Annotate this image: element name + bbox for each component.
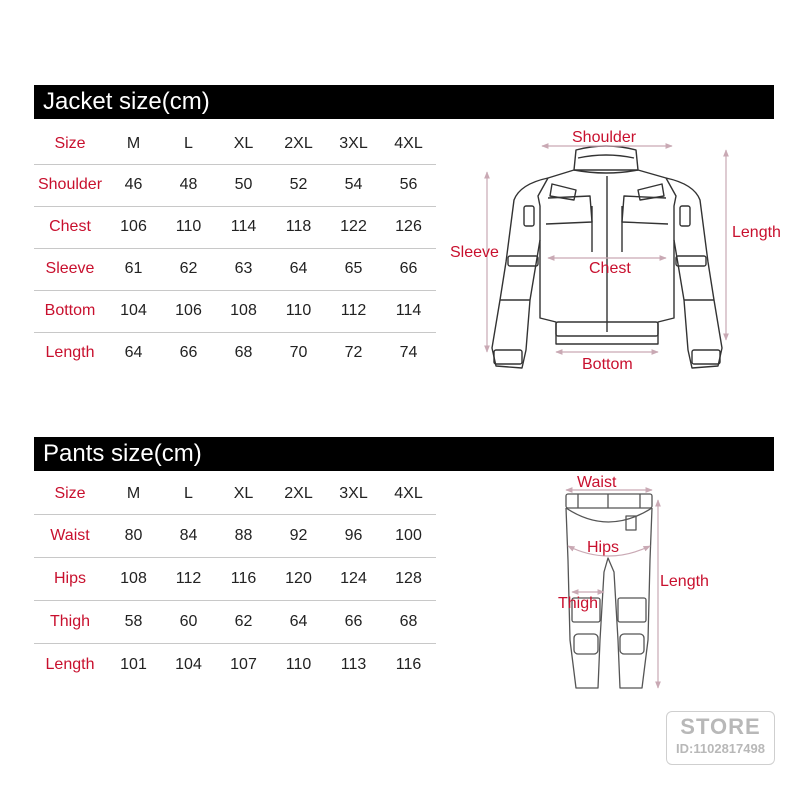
table-cell: 110 bbox=[161, 206, 216, 248]
store-watermark-title: STORE bbox=[680, 714, 761, 739]
store-watermark bbox=[666, 711, 775, 765]
table-cell: 112 bbox=[326, 290, 381, 332]
pants-size-title: Pants size(cm) bbox=[34, 437, 774, 471]
size-header-label: Size bbox=[34, 124, 106, 164]
table-cell: 106 bbox=[161, 290, 216, 332]
table-cell: 52 bbox=[271, 164, 326, 206]
sleeve-label: Sleeve bbox=[450, 244, 499, 261]
shoulder-label: Shoulder bbox=[572, 129, 637, 146]
table-cell: 66 bbox=[326, 600, 381, 643]
table-cell: 56 bbox=[381, 164, 436, 206]
table-cell: 128 bbox=[381, 557, 436, 600]
size-header-label: Size bbox=[34, 474, 106, 514]
table-cell: 74 bbox=[399, 344, 418, 362]
table-cell: 61 bbox=[106, 248, 161, 290]
table-cell: 48 bbox=[161, 164, 216, 206]
jacket-drawing bbox=[492, 146, 722, 368]
table-cell: 58 bbox=[106, 600, 161, 643]
table-cell: 112 bbox=[161, 557, 216, 600]
row-label: Length bbox=[45, 344, 95, 362]
row-label: Length bbox=[45, 655, 95, 673]
row-label: Waist bbox=[34, 514, 106, 557]
size-column-header: 4XL bbox=[381, 474, 436, 514]
table-cell: 101 bbox=[120, 655, 147, 673]
jacket-length-label: Length bbox=[732, 224, 781, 241]
row-label: Thigh bbox=[34, 600, 106, 643]
chest-label: Chest bbox=[589, 260, 631, 277]
table-cell: 63 bbox=[216, 248, 271, 290]
row-label: Sleeve bbox=[34, 248, 106, 290]
table-cell: 46 bbox=[106, 164, 161, 206]
pants-guides bbox=[566, 490, 658, 688]
table-cell: 62 bbox=[161, 248, 216, 290]
waist-label: Waist bbox=[577, 474, 617, 491]
table-cell: 118 bbox=[271, 206, 326, 248]
table-cell: 100 bbox=[381, 514, 436, 557]
table-cell: 106 bbox=[106, 206, 161, 248]
table-cell: 116 bbox=[395, 655, 422, 673]
table-cell: 65 bbox=[326, 248, 381, 290]
table-cell: 126 bbox=[381, 206, 436, 248]
size-column-header: L bbox=[161, 474, 216, 514]
table-cell: 120 bbox=[271, 557, 326, 600]
row-label: Chest bbox=[34, 206, 106, 248]
table-cell: 68 bbox=[234, 344, 253, 362]
table-cell: 68 bbox=[381, 600, 436, 643]
row-label: Bottom bbox=[34, 290, 106, 332]
pants-length-label: Length bbox=[660, 573, 709, 590]
table-cell: 84 bbox=[161, 514, 216, 557]
row-label: Hips bbox=[34, 557, 106, 600]
table-cell: 124 bbox=[326, 557, 381, 600]
table-cell: 70 bbox=[289, 344, 308, 362]
table-cell: 66 bbox=[381, 248, 436, 290]
table-cell: 96 bbox=[326, 514, 381, 557]
table-cell: 66 bbox=[179, 344, 198, 362]
thigh-label: Thigh bbox=[558, 595, 599, 612]
size-column-header: 3XL bbox=[326, 474, 381, 514]
size-column-header: XL bbox=[216, 124, 271, 164]
table-cell: 114 bbox=[381, 290, 436, 332]
table-cell: 110 bbox=[271, 290, 326, 332]
bottom-label: Bottom bbox=[582, 356, 633, 373]
table-cell: 122 bbox=[326, 206, 381, 248]
size-column-header: 2XL bbox=[271, 474, 326, 514]
table-cell: 64 bbox=[271, 248, 326, 290]
table-cell: 64 bbox=[271, 600, 326, 643]
jacket-size-title: Jacket size(cm) bbox=[34, 85, 774, 119]
table-cell: 116 bbox=[216, 557, 271, 600]
size-column-header: 3XL bbox=[326, 124, 381, 164]
table-cell: 113 bbox=[340, 655, 367, 673]
size-column-header: M bbox=[106, 124, 161, 164]
table-cell: 108 bbox=[106, 557, 161, 600]
table-cell: 50 bbox=[216, 164, 271, 206]
table-cell: 88 bbox=[216, 514, 271, 557]
table-cell: 60 bbox=[161, 600, 216, 643]
table-cell: 107 bbox=[230, 655, 257, 673]
table-cell: 110 bbox=[285, 655, 312, 673]
table-cell: 54 bbox=[326, 164, 381, 206]
table-cell: 114 bbox=[216, 206, 271, 248]
store-id-text: ID:1102817498 bbox=[676, 741, 765, 756]
size-column-header: 2XL bbox=[271, 124, 326, 164]
hips-label: Hips bbox=[587, 539, 620, 556]
row-label: Shoulder bbox=[34, 164, 106, 206]
pants-drawing bbox=[566, 494, 652, 688]
table-cell: 108 bbox=[216, 290, 271, 332]
table-cell: 92 bbox=[271, 514, 326, 557]
table-cell: 80 bbox=[106, 514, 161, 557]
table-cell: 62 bbox=[216, 600, 271, 643]
table-cell: 104 bbox=[175, 655, 202, 673]
table-cell: 72 bbox=[344, 344, 363, 362]
table-cell: 104 bbox=[106, 290, 161, 332]
size-column-header: XL bbox=[216, 474, 271, 514]
size-column-header: L bbox=[161, 124, 216, 164]
size-column-header: 4XL bbox=[381, 124, 436, 164]
size-column-header: M bbox=[106, 474, 161, 514]
table-cell: 64 bbox=[124, 344, 143, 362]
